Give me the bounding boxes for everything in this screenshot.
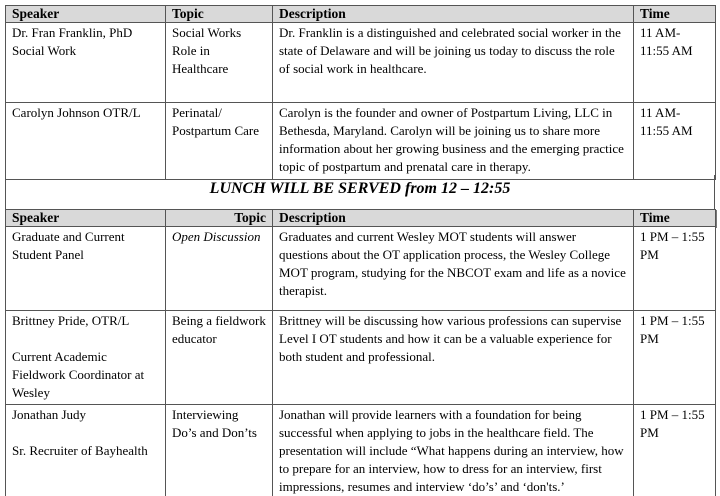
- table-header-row: [6, 210, 716, 227]
- header-speaker: Speaker: [6, 210, 166, 227]
- speaker-cell: Graduate and Current Student Panel: [6, 227, 166, 311]
- header-time: Time: [634, 210, 716, 227]
- speaker-cell: Carolyn Johnson OTR/L: [6, 103, 166, 180]
- header-time: Time: [634, 6, 716, 23]
- speaker-cell: Dr. Fran Franklin, PhD Social Work: [6, 23, 166, 103]
- table-row: [6, 23, 716, 103]
- table-row: [6, 311, 716, 405]
- description-cell: Dr. Franklin is a distinguished and celebrated social worker in the state of Delaware and will be joining us today to discuss the role of social work in healthcare.: [273, 23, 634, 103]
- time-cell: 1 PM – 1:55 PM: [634, 311, 716, 405]
- description-cell: Carolyn is the founder and owner of Postpartum Living, LLC in Bethesda, Maryland. Carolyn will be joining us to share more information about her growing business and the emerging practice topic of postpartum and prenatal care in therapy.: [273, 103, 634, 180]
- header-topic: Topic: [166, 210, 273, 227]
- speaker-cell: [6, 311, 166, 405]
- topic-cell: Open Discussion: [166, 227, 273, 311]
- time-cell: 11 AM-11:55 AM: [634, 103, 716, 180]
- morning-schedule-table: [5, 5, 716, 180]
- table-header-row: [6, 6, 716, 23]
- speaker-name: Jonathan Judy: [12, 407, 87, 422]
- lunch-banner: LUNCH WILL BE SERVED from 12 – 12:55: [5, 175, 715, 209]
- topic-cell: Interviewing Do’s and Don’ts: [166, 405, 273, 496]
- speaker-name: Brittney Pride, OTR/L: [12, 313, 130, 328]
- header-description: Description: [273, 6, 634, 23]
- time-cell: 1 PM – 1:55 PM: [634, 227, 716, 311]
- time-cell: 11 AM-11:55 AM: [634, 23, 716, 103]
- page-edge-mark: [716, 210, 717, 228]
- speaker-role: Sr. Recruiter of Bayhealth: [12, 443, 148, 458]
- description-cell: Brittney will be discussing how various professions can supervise Level I OT students and how it can be a valuable experience for both student and professional.: [273, 311, 634, 405]
- description-cell: Graduates and current Wesley MOT students will answer questions about the OT application process, the Wesley College MOT program, studying for the NBCOT exam and life as a novice therapist.: [273, 227, 634, 311]
- time-cell: 1 PM – 1:55 PM: [634, 405, 716, 496]
- header-description: Description: [273, 210, 634, 227]
- afternoon-schedule-table: [5, 209, 716, 496]
- speaker-cell: [6, 405, 166, 496]
- topic-cell: Being a fieldwork educator: [166, 311, 273, 405]
- speaker-role: Current Academic Fieldwork Coordinator at Wesley: [12, 349, 145, 400]
- topic-cell: Perinatal/ Postpartum Care: [166, 103, 273, 180]
- topic-cell: Social Works Role in Healthcare: [166, 23, 273, 103]
- description-cell: Jonathan will provide learners with a foundation for being successful when applying to jobs in the healthcare field. The presentation will include “What happens during an interview, how to prepare for an interview, how to dress for an interview, first impressions, resumes and interview ‘do’s’ and ‘don'ts.’: [273, 405, 634, 496]
- table-row: [6, 103, 716, 180]
- table-row: [6, 405, 716, 496]
- header-speaker: Speaker: [6, 6, 166, 23]
- table-row: [6, 227, 716, 311]
- header-topic: Topic: [166, 6, 273, 23]
